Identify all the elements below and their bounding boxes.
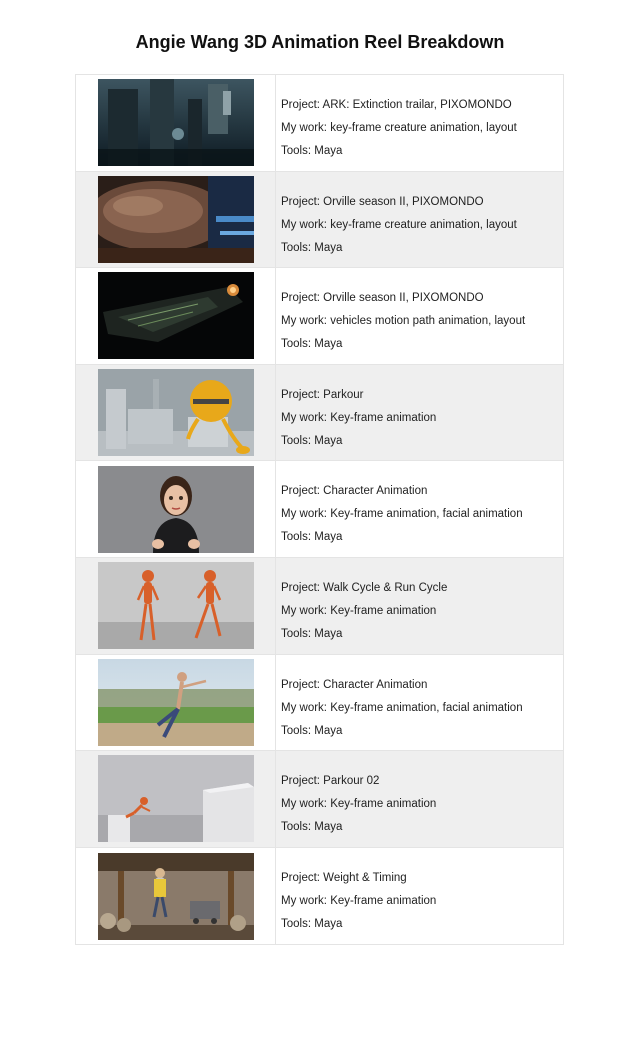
orville-spaceship-thumbnail <box>98 272 254 359</box>
project-text: Project: Parkour <box>281 388 364 401</box>
row-info <box>276 848 563 945</box>
row-info <box>276 461 563 557</box>
work-text: My work: Key-frame animation <box>281 894 437 907</box>
project-text: Project: Weight & Timing <box>281 871 407 884</box>
row-info <box>276 365 563 461</box>
row-info <box>276 751 563 847</box>
table-row <box>76 848 563 945</box>
thumbnail-cell <box>76 751 276 847</box>
work-text: My work: vehicles motion path animation, layout <box>281 315 526 328</box>
table-row <box>76 655 563 752</box>
work-text: My work: key-frame creature animation, layout <box>281 218 517 231</box>
orville-creature-thumbnail <box>98 176 254 263</box>
table-row <box>76 751 563 848</box>
table-row <box>76 75 563 172</box>
project-text: Project: Orville season II, PIXOMONDO <box>281 292 484 305</box>
thumbnail-cell <box>76 75 276 171</box>
project-text: Project: Character Animation <box>281 678 428 691</box>
tools-text: Tools: Maya <box>281 917 343 930</box>
work-text: My work: Key-frame animation <box>281 604 437 617</box>
thumbnail-cell <box>76 461 276 557</box>
project-text: Project: Parkour 02 <box>281 775 380 788</box>
tools-text: Tools: Maya <box>281 531 343 544</box>
tools-text: Tools: Maya <box>281 434 343 447</box>
work-text: My work: Key-frame animation <box>281 411 437 424</box>
weight-timing-thumbnail <box>98 853 254 940</box>
row-info <box>276 655 563 751</box>
table-row <box>76 461 563 558</box>
thumbnail-cell <box>76 848 276 945</box>
thumbnail-cell <box>76 655 276 751</box>
table-row <box>76 172 563 269</box>
table-row <box>76 558 563 655</box>
character-woman-thumbnail <box>98 466 254 553</box>
project-text: Project: Walk Cycle & Run Cycle <box>281 581 448 594</box>
work-text: My work: key-frame creature animation, layout <box>281 122 517 134</box>
thumbnail-cell <box>76 365 276 461</box>
table-row <box>76 365 563 462</box>
tools-text: Tools: Maya <box>281 821 343 834</box>
project-text: Project: ARK: Extinction trailar, PIXOMONDO <box>281 99 512 111</box>
thumbnail-cell <box>76 558 276 654</box>
project-text: Project: Character Animation <box>281 485 428 498</box>
tools-text: Tools: Maya <box>281 627 343 640</box>
project-text: Project: Orville season II, PIXOMONDO <box>281 195 484 208</box>
row-info <box>276 268 563 364</box>
table-row <box>76 268 563 365</box>
thumbnail-cell <box>76 268 276 364</box>
ark-extinction-thumbnail <box>98 79 254 166</box>
tools-text: Tools: Maya <box>281 145 343 157</box>
page-title: Angie Wang 3D Animation Reel Breakdown <box>135 32 505 52</box>
character-outdoor-thumbnail <box>98 659 254 746</box>
thumbnail-cell <box>76 172 276 268</box>
work-text: My work: Key-frame animation <box>281 798 437 811</box>
walk-run-cycle-thumbnail <box>98 562 254 649</box>
tools-text: Tools: Maya <box>281 724 343 737</box>
parkour-02-thumbnail <box>98 755 254 842</box>
row-info <box>276 558 563 654</box>
tools-text: Tools: Maya <box>281 241 343 254</box>
breakdown-table <box>75 74 564 945</box>
work-text: My work: Key-frame animation, facial animation <box>281 508 523 521</box>
row-info <box>276 75 563 171</box>
row-info <box>276 172 563 268</box>
tools-text: Tools: Maya <box>281 338 343 351</box>
work-text: My work: Key-frame animation, facial animation <box>281 701 523 714</box>
parkour-robot-thumbnail <box>98 369 254 456</box>
